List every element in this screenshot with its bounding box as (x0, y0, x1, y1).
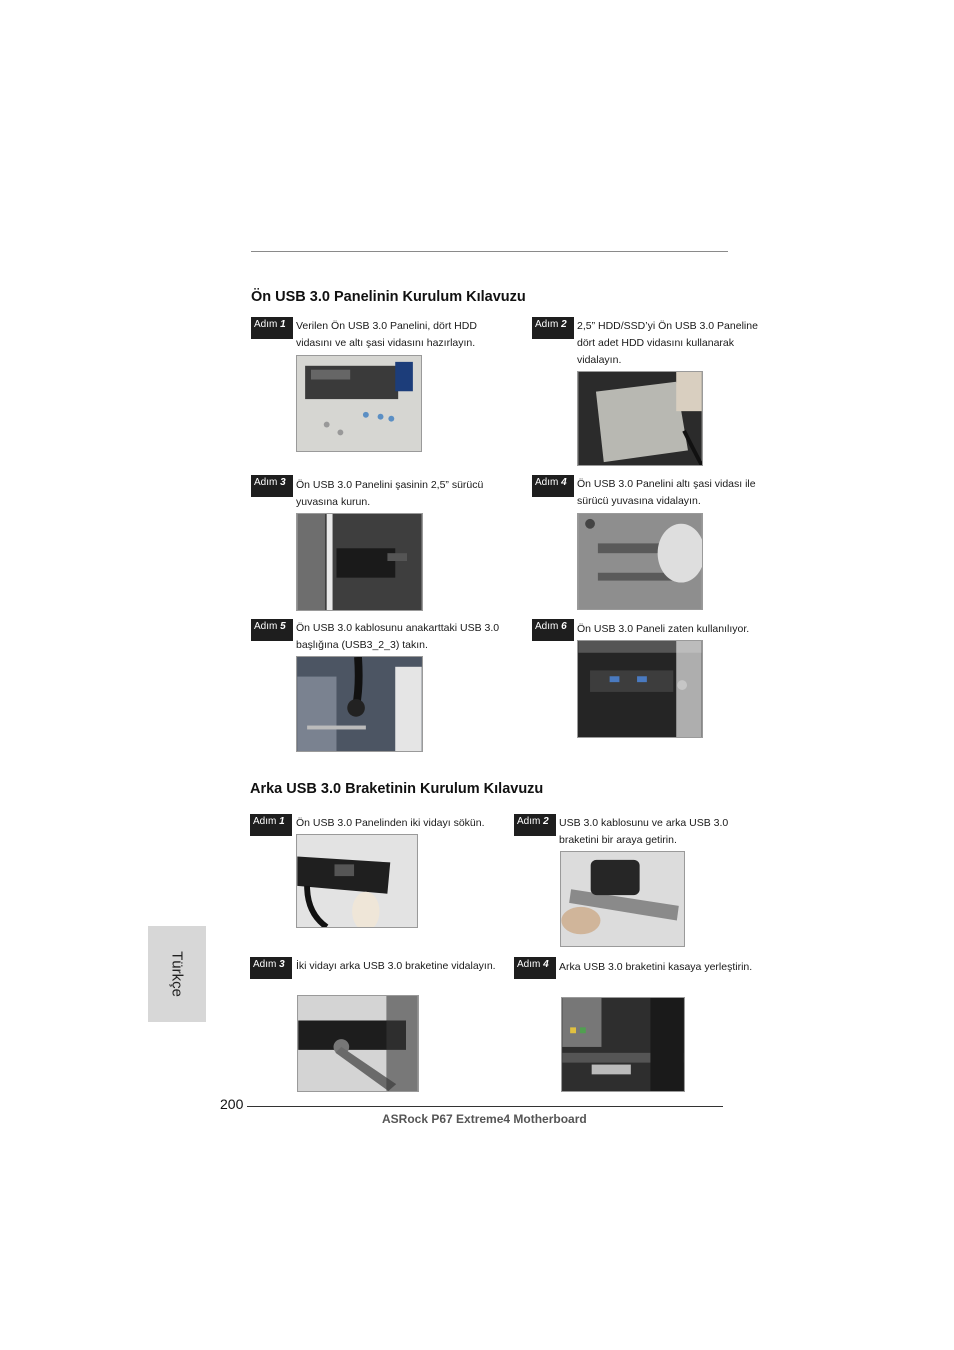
step-badge: Adım 6 (532, 619, 574, 641)
step-badge: Adım 4 (532, 475, 574, 497)
step-text: Ön USB 3.0 kablosunu anakarttaki USB 3.0 başlığına (USB3_2_3) takın. (296, 622, 500, 651)
step-photo (296, 656, 423, 752)
footer-title: ASRock P67 Extreme4 Motherboard (382, 1112, 587, 1126)
side-tab-label: Türkçe (168, 951, 186, 997)
step-text: Ön USB 3.0 Paneli zaten kullanılıyor. (577, 623, 750, 635)
step-text: 2,5” HDD/SSD’yi Ön USB 3.0 Paneline dört adet HDD vidasını kullanarak vidalayın. (577, 320, 758, 366)
step-photo (296, 834, 418, 928)
step-photo (561, 997, 685, 1092)
step-text: USB 3.0 kablosunu ve arka USB 3.0 braketini bir araya getirin. (559, 817, 729, 846)
step-badge: Adım 1 (251, 317, 293, 339)
step-badge: Adım 1 (250, 814, 292, 836)
language-side-tab (148, 926, 206, 1022)
step-photo (577, 640, 703, 738)
top-rule (251, 251, 728, 252)
step-text: Verilen Ön USB 3.0 Panelini, dört HDD vidasını ve altı şasi vidasını hazırlayın. (296, 320, 477, 349)
step-badge: Adım 5 (251, 619, 293, 641)
step-photo (296, 513, 423, 611)
step-text: Ön USB 3.0 Panelinden iki vidayı sökün. (296, 817, 485, 829)
section1-title: Ön USB 3.0 Panelinin Kurulum Kılavuzu (251, 289, 526, 305)
step-badge: Adım 2 (532, 317, 574, 339)
step-badge: Adım 3 (251, 475, 293, 497)
step-photo (560, 851, 685, 947)
step-badge: Adım 4 (514, 957, 556, 979)
step-photo (577, 371, 703, 466)
step-badge: Adım 3 (250, 957, 292, 979)
step-photo (297, 995, 419, 1092)
step-text: İki vidayı arka USB 3.0 braketine vidalayın. (296, 960, 496, 972)
page-number: 200 (220, 1096, 244, 1112)
step-photo (577, 513, 703, 610)
step-badge: Adım 2 (514, 814, 556, 836)
step-photo (296, 355, 422, 452)
step-text: Ön USB 3.0 Panelini altı şasi vidası ile sürücü yuvasına vidalayın. (577, 478, 756, 507)
section2-title: Arka USB 3.0 Braketinin Kurulum Kılavuzu (250, 781, 544, 797)
step-text: Ön USB 3.0 Panelini şasinin 2,5” sürücü yuvasına kurun. (296, 479, 484, 508)
bottom-rule (247, 1106, 723, 1107)
step-text: Arka USB 3.0 braketini kasaya yerleştirin. (559, 961, 753, 973)
